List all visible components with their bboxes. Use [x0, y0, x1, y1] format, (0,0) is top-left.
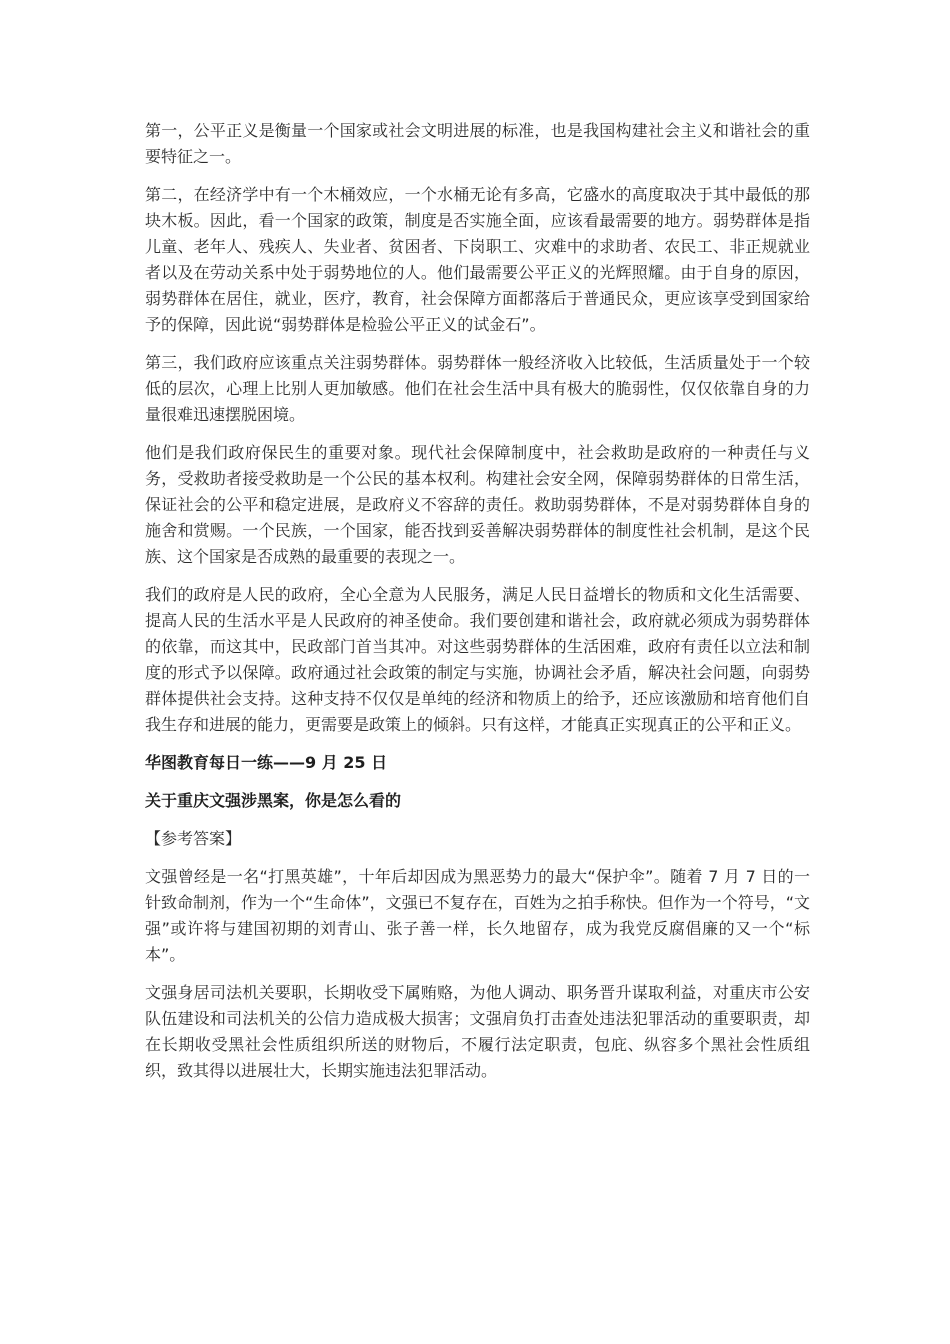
- document-body: [145, 118, 810, 1096]
- question-title: 关于重庆文强涉黑案，你是怎么看的: [145, 791, 402, 810]
- answer-label: 【参考答案】: [145, 829, 242, 848]
- section-heading: 华图教育每日一练——9 月 25 日: [145, 753, 388, 772]
- answer-paragraph-second: 文强身居司法机关要职，长期收受下属贿赂，为他人调动、职务晋升谋取利益，对重庆市公安队伍建设和司法机关的公信力造成极大损害；文强肩负打击查处违法犯罪活动的重要职责，却在长期收受黑社会性质组织所送的财物后，不履行法定职责，包庇、纵容多个黑社会性质组织，致其得以进展壮大，长期实施违法犯罪活动。: [145, 983, 810, 1080]
- answer-paragraph-first: 文强曾经是一名“打黑英雄”，十年后却因成为黑恶势力的最大“保护伞”。随着 7 月 7 日的一针致命制剂，作为一个“生命体”，文强已不复存在，百姓为之拍手称快。但作为一个符号，“文强”或许将与建国初期的刘青山、张子善一样，长久地留存，成为我党反腐倡廉的又一个“标本”。: [145, 867, 810, 964]
- paragraph-third: 第三，我们政府应该重点关注弱势群体。弱势群体一般经济收入比较低，生活质量处于一个较低的层次，心理上比别人更加敏感。他们在社会生活中具有极大的脆弱性，仅仅依靠自身的力量很难迅速摆脱困境。: [145, 353, 810, 424]
- paragraph-first: 第一，公平正义是衡量一个国家或社会文明进展的标准，也是我国构建社会主义和谐社会的重要特征之一。: [145, 121, 810, 166]
- paragraph-second: 第二，在经济学中有一个木桶效应，一个水桶无论有多高，它盛水的高度取决于其中最低的那块木板。因此，看一个国家的政策，制度是否实施全面，应该看最需要的地方。弱势群体是指儿童、老年人、残疾人、失业者、贫困者、下岗职工、灾难中的求助者、农民工、非正规就业者以及在劳动关系中处于弱势地位的人。他们最需要公平正义的光辉照耀。由于自身的原因，弱势群体在居住，就业，医疗，教育，社会保障方面都落后于普通民众，更应该享受到国家给予的保障，因此说“弱势群体是检验公平正义的试金石”。: [145, 185, 810, 334]
- paragraph-fifth: 我们的政府是人民的政府，全心全意为人民服务，满足人民日益增长的物质和文化生活需要、提高人民的生活水平是人民政府的神圣使命。我们要创建和谐社会，政府就必须成为弱势群体的依靠，而这其中，民政部门首当其冲。对这些弱势群体的生活困难，政府有责任以立法和制度的形式予以保障。政府通过社会政策的制定与实施，协调社会矛盾，解决社会问题，向弱势群体提供社会支持。这种支持不仅仅是单纯的经济和物质上的给予，还应该激励和培育他们自我生存和进展的能力，更需要是政策上的倾斜。只有这样，才能真正实现真正的公平和正义。: [145, 585, 810, 734]
- paragraph-fourth: 他们是我们政府保民生的重要对象。现代社会保障制度中，社会救助是政府的一种责任与义务，受救助者接受救助是一个公民的基本权利。构建社会安全网，保障弱势群体的日常生活，保证社会的公平和稳定进展，是政府义不容辞的责任。救助弱势群体，不是对弱势群体自身的施舍和赏赐。一个民族，一个国家，能否找到妥善解决弱势群体的制度性社会机制，是这个民族、这个国家是否成熟的最重要的表现之一。: [145, 443, 810, 566]
